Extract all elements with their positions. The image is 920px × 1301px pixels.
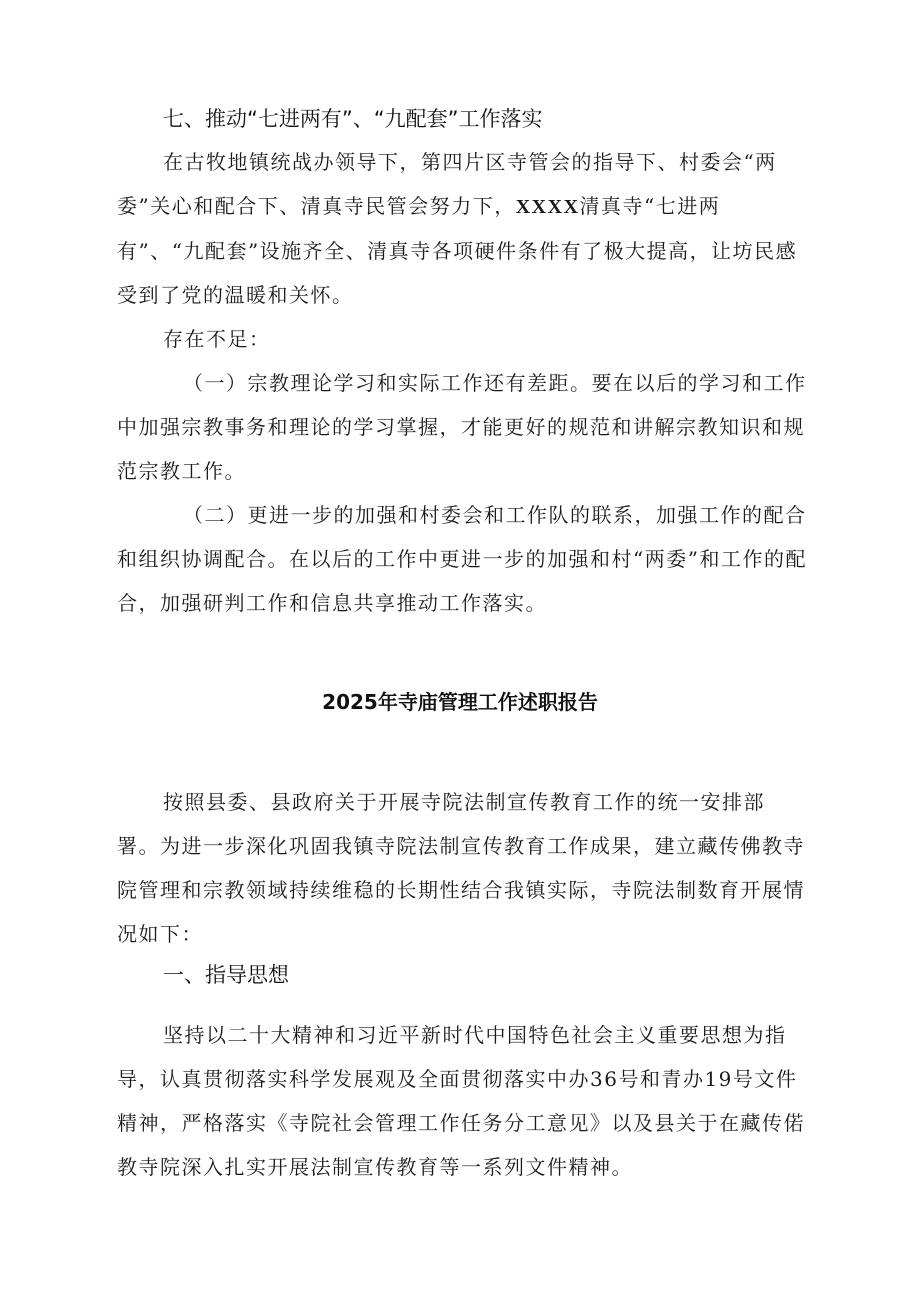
section-1-heading: 一、指导思想 — [163, 963, 289, 987]
section-7-body — [117, 140, 807, 317]
section-7-heading: 七、推动“七进两有”、“九配套”工作落实 — [163, 107, 543, 131]
shortcoming-item-1: （一）宗教理论学习和实际工作还有差距。要在以后的学习和工作中加强宗教事务和理论的学习掌握，才能更好的规范和讲解宗教知识和规范宗教工作。 — [117, 371, 807, 483]
shortcoming-item-2: （二）更进一步的加强和村委会和工作队的联系，加强工作的配合和组织协调配合。在以后的工作中更进一步的加强和村“两委”和工作的配合，加强研判工作和信息共享推动工作落实。 — [117, 503, 807, 615]
section-7-body-post: 清真寺“七进两有”、“九配套”设施齐全、清真寺各项硬件条件有了极大提高，让坊民感受到了党的温暖和关怀。 — [117, 194, 798, 307]
section-1-body: 坚持以二十大精神和习近平新时代中国特色社会主义重要思想为指导，认真贯彻落实科学发展观及全面贯彻落实中办36号和青办19号文件精神，严格落实《寺院社会管理工作任务分工意见》以及县关于在藏传偌教寺院深入扎实开展法制宣传教育等一系列文件精神。 — [117, 1023, 805, 1179]
section-7-body-pre: 在古牧地镇统战办领导下，第四片区寺管会的指导下、村委会“两委”关心和配合下、清真寺民管会努力下， — [117, 150, 777, 218]
section-7-body-bold: XXXX — [515, 196, 580, 218]
report-intro: 按照县委、县政府关于开展寺院法制宣传教育工作的统一安排部署。为进一步深化巩固我镇寺院法制宣传教育工作成果，建立藏传佛教寺院管理和宗教领域持续维稳的长期性结合我镇实际，寺院法制数育开展情况如下： — [117, 790, 805, 946]
shortcomings-label: 存在不足： — [163, 327, 271, 351]
report-title: 2025年寺庙管理工作述职报告 — [322, 690, 598, 714]
